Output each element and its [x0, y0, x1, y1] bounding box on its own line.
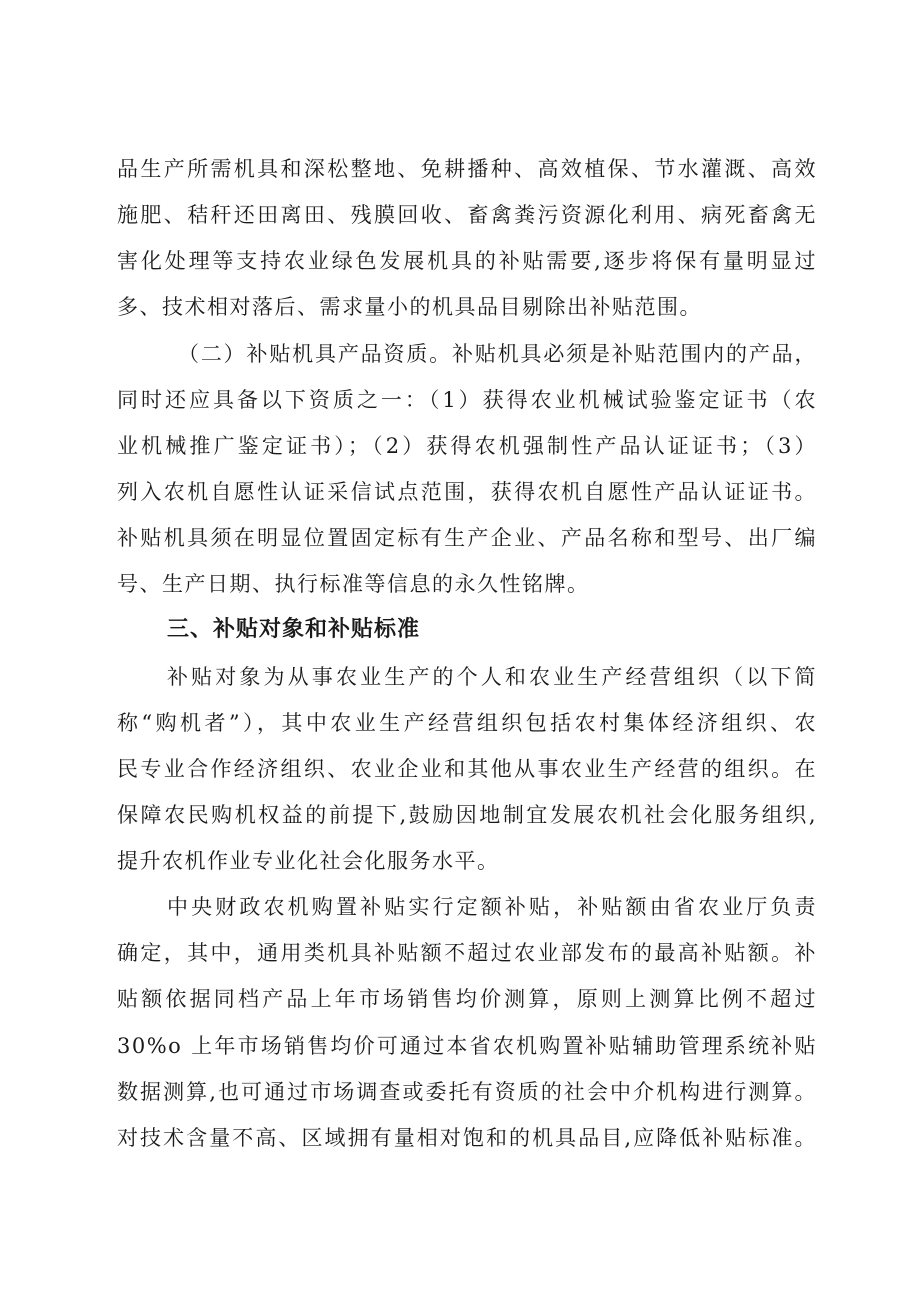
paragraph-line: 贴额依据同档产品上年市场销售均价测算，原则上测算比例不超过 [117, 987, 817, 1011]
paragraph-line: 对技术含量不高、区域拥有量相对饱和的机具品目,应降低补贴标准。 [117, 1126, 817, 1150]
paragraph-line: 称“购机者”），其中农业生产经营组织包括农村集体经济组织、农 [117, 711, 817, 735]
paragraph-line: 中央财政农机购置补贴实行定额补贴，补贴额由省农业厅负责 [167, 895, 817, 919]
section-heading: 三、补贴对象和补贴标准 [167, 617, 421, 642]
paragraph-line: 补贴机具须在明显位置固定标有生产企业、产品名称和型号、出厂编 [117, 526, 817, 550]
paragraph-line: （二）补贴机具产品资质。补贴机具必须是补贴范围内的产品， [178, 342, 817, 366]
paragraph-line: 号、生产日期、执行标准等信息的永久性铭牌。 [117, 572, 590, 596]
paragraph-line: 提升农机作业专业化社会化服务水平。 [117, 849, 500, 873]
paragraph-line: 确定，其中，通用类机具补贴额不超过农业部发布的最高补贴额。补 [117, 941, 817, 965]
paragraph-line: 民专业合作经济组织、农业企业和其他从事农业生产经营的组织。在 [117, 757, 817, 781]
paragraph-line: 列入农机自愿性认证采信试点范围，获得农机自愿性产品认证证书。 [117, 480, 817, 504]
paragraph-line: 补贴对象为从事农业生产的个人和农业生产经营组织（以下简 [167, 665, 817, 689]
paragraph-line: 业机械推广鉴定证书）；（2）获得农机强制性产品认证证书；（3） [117, 434, 817, 458]
paragraph-line: 害化处理等支持农业绿色发展机具的补贴需要,逐步将保有量明显过 [117, 249, 817, 273]
paragraph-line: 品生产所需机具和深松整地、免耕播种、高效植保、节水灌溉、高效 [117, 157, 817, 181]
paragraph-line: 同时还应具备以下资质之一：（1）获得农业机械试验鉴定证书（农 [117, 388, 817, 412]
paragraph-line: 数据测算,也可通过市场调查或委托有资质的社会中介机构进行测算。 [117, 1080, 817, 1104]
paragraph-line: 保障农民购机权益的前提下,鼓励因地制宜发展农机社会化服务组织, [117, 803, 817, 827]
paragraph-line: 多、技术相对落后、需求量小的机具品目剔除出补贴范围。 [117, 295, 702, 319]
paragraph-line: 施肥、秸秆还田离田、残膜回收、畜禽粪污资源化利用、病死畜禽无 [117, 203, 817, 227]
paragraph-line: 30%o 上年市场销售均价可通过本省农机购置补贴辅助管理系统补贴 [117, 1034, 817, 1058]
